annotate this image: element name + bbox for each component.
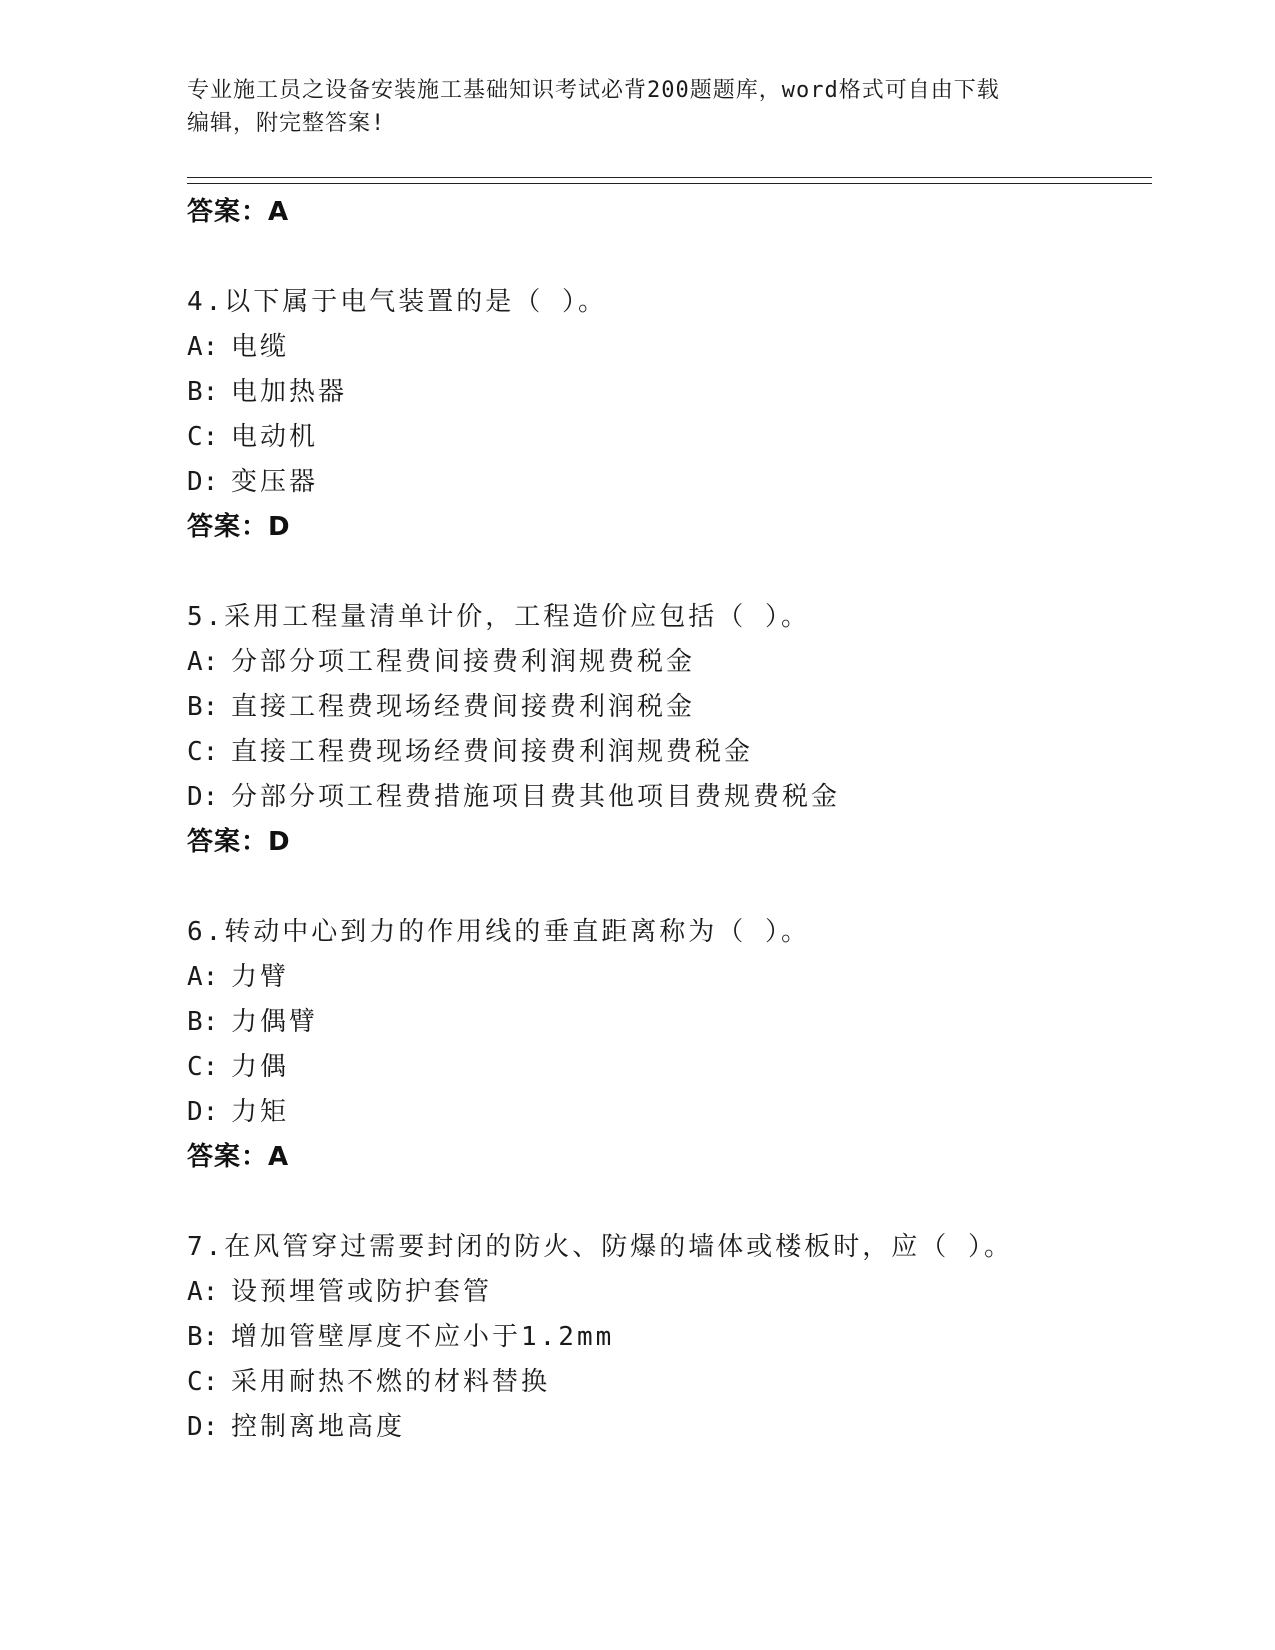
option-text: 分部分项工程费间接费利润规费税金 xyxy=(231,647,696,677)
question-block xyxy=(187,280,1152,550)
option-text: 控制离地高度 xyxy=(231,1412,406,1442)
option-b xyxy=(187,685,1152,730)
spacer xyxy=(187,865,1152,910)
header-title-line-2: 编辑，附完整答案! xyxy=(187,111,386,136)
option-text: 增加管壁厚度不应小于1.2mm xyxy=(231,1322,615,1352)
question-block xyxy=(187,910,1152,1180)
question-stem: 5.采用工程量清单计价，工程造价应包括（ ）。 xyxy=(187,602,810,632)
option-text: 电加热器 xyxy=(231,377,348,407)
option-letter: D: xyxy=(187,1412,219,1442)
option-text: 力臂 xyxy=(231,962,290,992)
option-d xyxy=(187,1090,1152,1135)
option-c xyxy=(187,1045,1152,1090)
option-text: 力矩 xyxy=(231,1097,290,1127)
option-letter: A: xyxy=(187,962,219,992)
header-divider xyxy=(187,177,1152,184)
answer-line: 答案：D xyxy=(187,512,291,542)
option-c xyxy=(187,1360,1152,1405)
option-letter: D: xyxy=(187,467,219,497)
spacer xyxy=(187,235,1152,280)
option-letter: C: xyxy=(187,737,219,767)
answer-line: 答案：A xyxy=(187,197,290,227)
option-b xyxy=(187,1000,1152,1045)
option-text: 力偶臂 xyxy=(231,1007,319,1037)
option-letter: A: xyxy=(187,647,219,677)
spacer xyxy=(187,550,1152,595)
option-text: 变压器 xyxy=(231,467,319,497)
option-letter: B: xyxy=(187,1007,219,1037)
option-d xyxy=(187,460,1152,505)
option-letter: D: xyxy=(187,782,219,812)
option-letter: A: xyxy=(187,332,219,362)
option-b xyxy=(187,370,1152,415)
option-letter: B: xyxy=(187,377,219,407)
option-letter: C: xyxy=(187,1052,219,1082)
question-block xyxy=(187,595,1152,865)
option-text: 直接工程费现场经费间接费利润税金 xyxy=(231,692,696,722)
option-b xyxy=(187,1315,1152,1360)
answer-line: 答案：D xyxy=(187,827,291,857)
question-list xyxy=(187,190,1152,1450)
option-letter: A: xyxy=(187,1277,219,1307)
option-a xyxy=(187,640,1152,685)
option-letter: C: xyxy=(187,422,219,452)
option-c xyxy=(187,415,1152,460)
header-title-line-1: 专业施工员之设备安装施工基础知识考试必背200题题库，word格式可自由下载 xyxy=(187,78,1000,103)
option-a xyxy=(187,1270,1152,1315)
option-text: 电动机 xyxy=(231,422,319,452)
option-a xyxy=(187,955,1152,1000)
option-text: 力偶 xyxy=(231,1052,290,1082)
option-text: 设预埋管或防护套管 xyxy=(231,1277,493,1307)
option-text: 分部分项工程费措施项目费其他项目费规费税金 xyxy=(231,782,841,812)
question-stem: 4.以下属于电气装置的是（ ）。 xyxy=(187,287,607,317)
option-letter: D: xyxy=(187,1097,219,1127)
spacer xyxy=(187,1180,1152,1225)
option-d xyxy=(187,775,1152,820)
option-text: 直接工程费现场经费间接费利润规费税金 xyxy=(231,737,754,767)
option-c xyxy=(187,730,1152,775)
option-text: 采用耐热不燃的材料替换 xyxy=(231,1367,551,1397)
option-a xyxy=(187,325,1152,370)
option-letter: C: xyxy=(187,1367,219,1397)
answer-line: 答案：A xyxy=(187,1142,290,1172)
option-letter: B: xyxy=(187,1322,219,1352)
question-block xyxy=(187,1225,1152,1450)
question-stem: 6.转动中心到力的作用线的垂直距离称为（ ）。 xyxy=(187,917,810,947)
option-text: 电缆 xyxy=(231,332,290,362)
page-header xyxy=(187,74,1087,140)
option-letter: B: xyxy=(187,692,219,722)
question-stem: 7.在风管穿过需要封闭的防火、防爆的墙体或楼板时，应（ ）。 xyxy=(187,1232,1013,1262)
option-d xyxy=(187,1405,1152,1450)
